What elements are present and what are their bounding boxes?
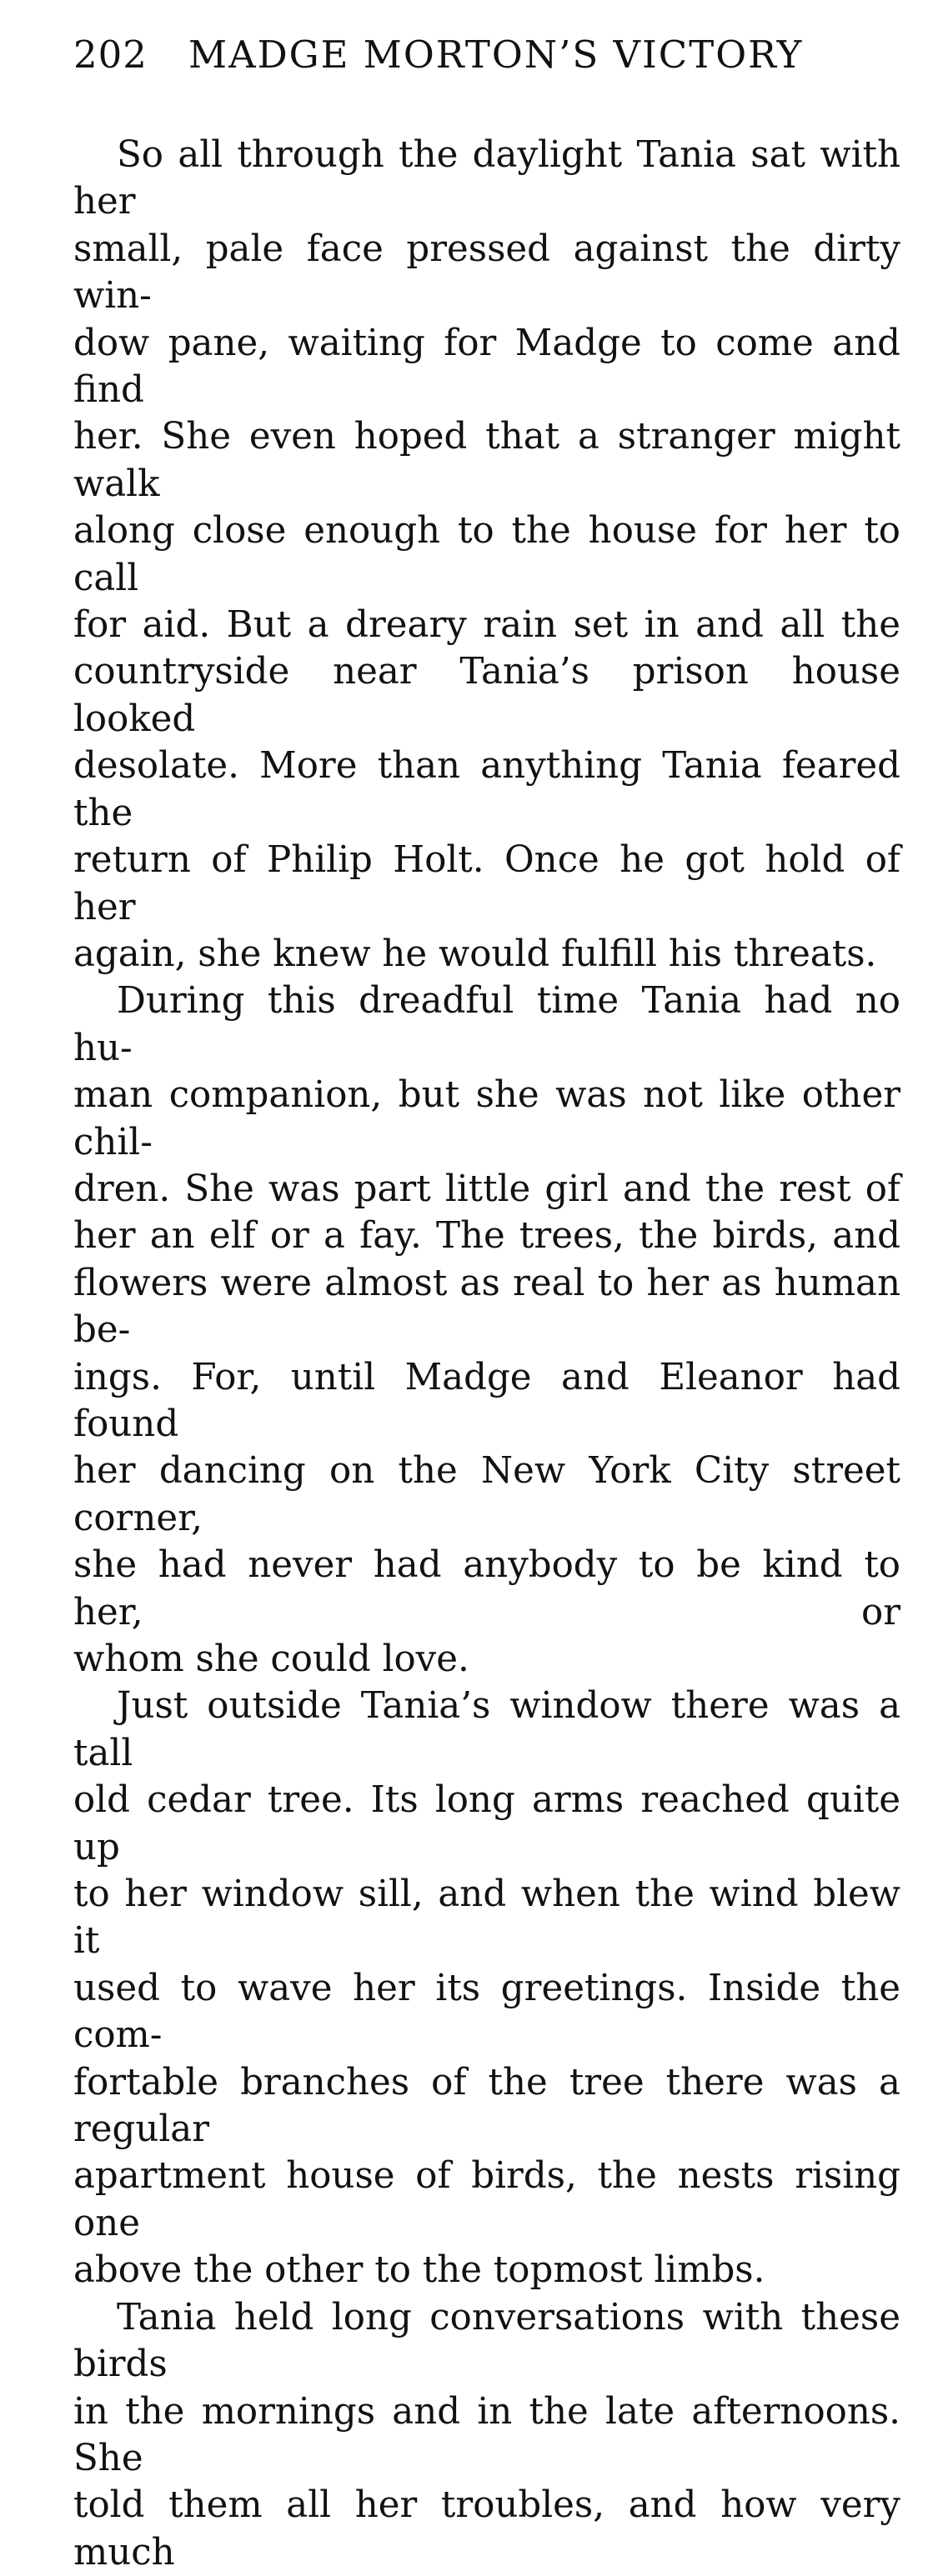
text-line: her dancing on the New York City street corner, <box>73 1450 900 1539</box>
page-number: 202 <box>73 33 148 77</box>
text-line: small, pale face pressed against the dirty win- <box>73 228 900 318</box>
text-line: So all through the daylight Tania sat with her <box>73 134 900 223</box>
text-line: Tania held long conversations with these birds <box>73 2296 900 2386</box>
text-line: told them all her troubles, and how very much <box>73 2484 900 2573</box>
text-line: for aid. But a dreary rain set in and all the <box>73 604 900 647</box>
text-line: her an elf or a fay. The trees, the birds, and <box>73 1215 900 1258</box>
running-head <box>73 30 900 90</box>
text-line: man companion, but she was not like other chil- <box>73 1074 900 1163</box>
text-line: to her window sill, and when the wind blew it <box>73 1873 900 1963</box>
text-line: whom she could love. <box>73 1638 469 1680</box>
text-line: above the other to the topmost limbs. <box>73 2249 765 2292</box>
text-line: fortable branches of the tree there was a regular <box>73 2061 900 2151</box>
body-text <box>73 132 900 2576</box>
text-line: ings. For, until Madge and Eleanor had found <box>73 1356 900 1445</box>
text-line: used to wave her its greetings. Inside the com- <box>73 1967 900 2057</box>
text-line: again, she knew he would fulfill his threats. <box>73 933 877 975</box>
running-title: MADGE MORTON’S VICTORY <box>188 33 804 77</box>
text-line: dow pane, waiting for Madge to come and find <box>73 322 900 412</box>
text-line: she had never had anybody to be kind to her, or <box>73 1544 900 1633</box>
paragraph <box>73 2294 900 2576</box>
text-line: flowers were almost as real to her as human be- <box>73 1262 900 1352</box>
text-line: desolate. More than anything Tania feared the <box>73 745 900 834</box>
text-line: return of Philip Holt. Once he got hold of her <box>73 839 900 928</box>
paragraph <box>73 132 900 978</box>
text-line: dren. She was part little girl and the rest of <box>73 1168 900 1210</box>
text-line: apartment house of birds, the nests rising one <box>73 2155 900 2244</box>
paragraph <box>73 978 900 1683</box>
text-line: During this dreadful time Tania had no hu- <box>73 980 900 1069</box>
paragraph <box>73 1683 900 2293</box>
book-page <box>73 30 900 2576</box>
text-line: her. She even hoped that a stranger might walk <box>73 416 900 505</box>
text-line: Just outside Tania’s window there was a tall <box>73 1685 900 1774</box>
text-line: along close enough to the house for her to call <box>73 510 900 599</box>
text-line: old cedar tree. Its long arms reached quite up <box>73 1779 900 1868</box>
text-line: countryside near Tania’s prison house looked <box>73 651 900 740</box>
text-line: in the mornings and in the late afternoons. She <box>73 2390 900 2479</box>
